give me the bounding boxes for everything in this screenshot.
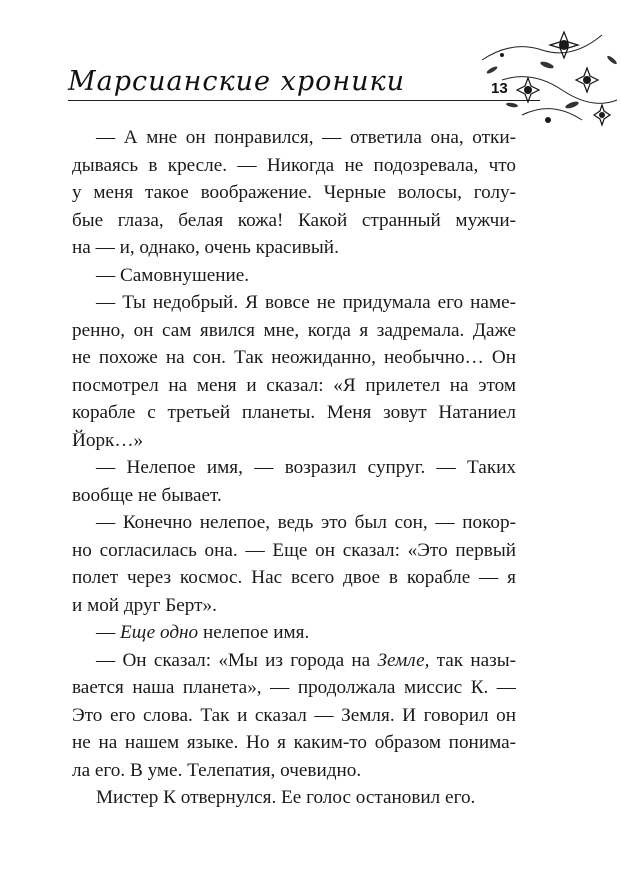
- header-rule: [68, 100, 540, 101]
- text-line: бые глаза, белая кожа! Какой странный мужчи-: [72, 209, 516, 231]
- text-line: дываясь в кресле. — Никогда не подозревала, что: [72, 154, 516, 176]
- text-line: и мой друг Берт».: [72, 594, 217, 616]
- text-segment: —: [96, 622, 120, 643]
- italic-text: Еще одно: [119, 622, 199, 643]
- running-title: Марсианские хроники: [68, 66, 406, 97]
- text-line: — Ты недобрый. Я вовсе не придумала его наме-: [96, 292, 516, 313]
- text-line: ла его. В уме. Телепатия, очевидно.: [72, 759, 362, 781]
- text-segment: — Он сказал: «Мы из города на: [96, 649, 378, 671]
- text-line: посмотрел на меня и сказал: «Я прилетел на этом: [72, 374, 516, 396]
- text-line: корабле с третьей планеты. Меня зовут Натаниел: [72, 402, 516, 423]
- page-number: 13: [491, 80, 508, 97]
- body-text: [72, 124, 516, 812]
- text-line: но согласилась она. — Еще он сказал: «Это первый: [72, 539, 516, 561]
- text-line: Это его слова. Так и сказал — Земля. И говорил он: [72, 704, 516, 726]
- italic-text: Земле,: [377, 649, 430, 671]
- text-line: [72, 647, 516, 675]
- text-line: полет через космос. Нас всего двое в корабле — я: [72, 567, 516, 588]
- text-line: не на нашем языке. Но я каким-то образом понима-: [72, 732, 516, 753]
- text-line: у меня такое воображение. Черные волосы, голу-: [72, 182, 516, 203]
- text-line: вообще не бывает.: [72, 484, 222, 506]
- text-line: Мистер К отвернулся. Ее голос остановил его.: [96, 787, 476, 808]
- floral-ornament-icon: [472, 20, 621, 140]
- text-line: — Самовнушение.: [96, 264, 250, 286]
- text-line: ренно, он сам явился мне, когда я задремала. Даже: [72, 319, 516, 341]
- text-line: вается наша планета», — продолжала миссис К. —: [72, 677, 516, 698]
- text-segment: так назы-: [429, 649, 517, 671]
- text-segment: нелепое имя.: [198, 622, 310, 643]
- text-line: — Конечно нелепое, ведь это был сон, — покор-: [96, 512, 516, 533]
- text-line: на — и, однако, очень красивый.: [72, 237, 339, 258]
- text-line: — Нелепое имя, — возразил супруг. — Таких: [96, 457, 516, 478]
- text-line: [72, 619, 516, 647]
- text-line: Йорк…»: [72, 429, 144, 451]
- text-line: — А мне он понравился, — ответила она, отки-: [96, 127, 516, 148]
- text-line: не похоже на сон. Так неожиданно, необычно… Он: [72, 347, 516, 368]
